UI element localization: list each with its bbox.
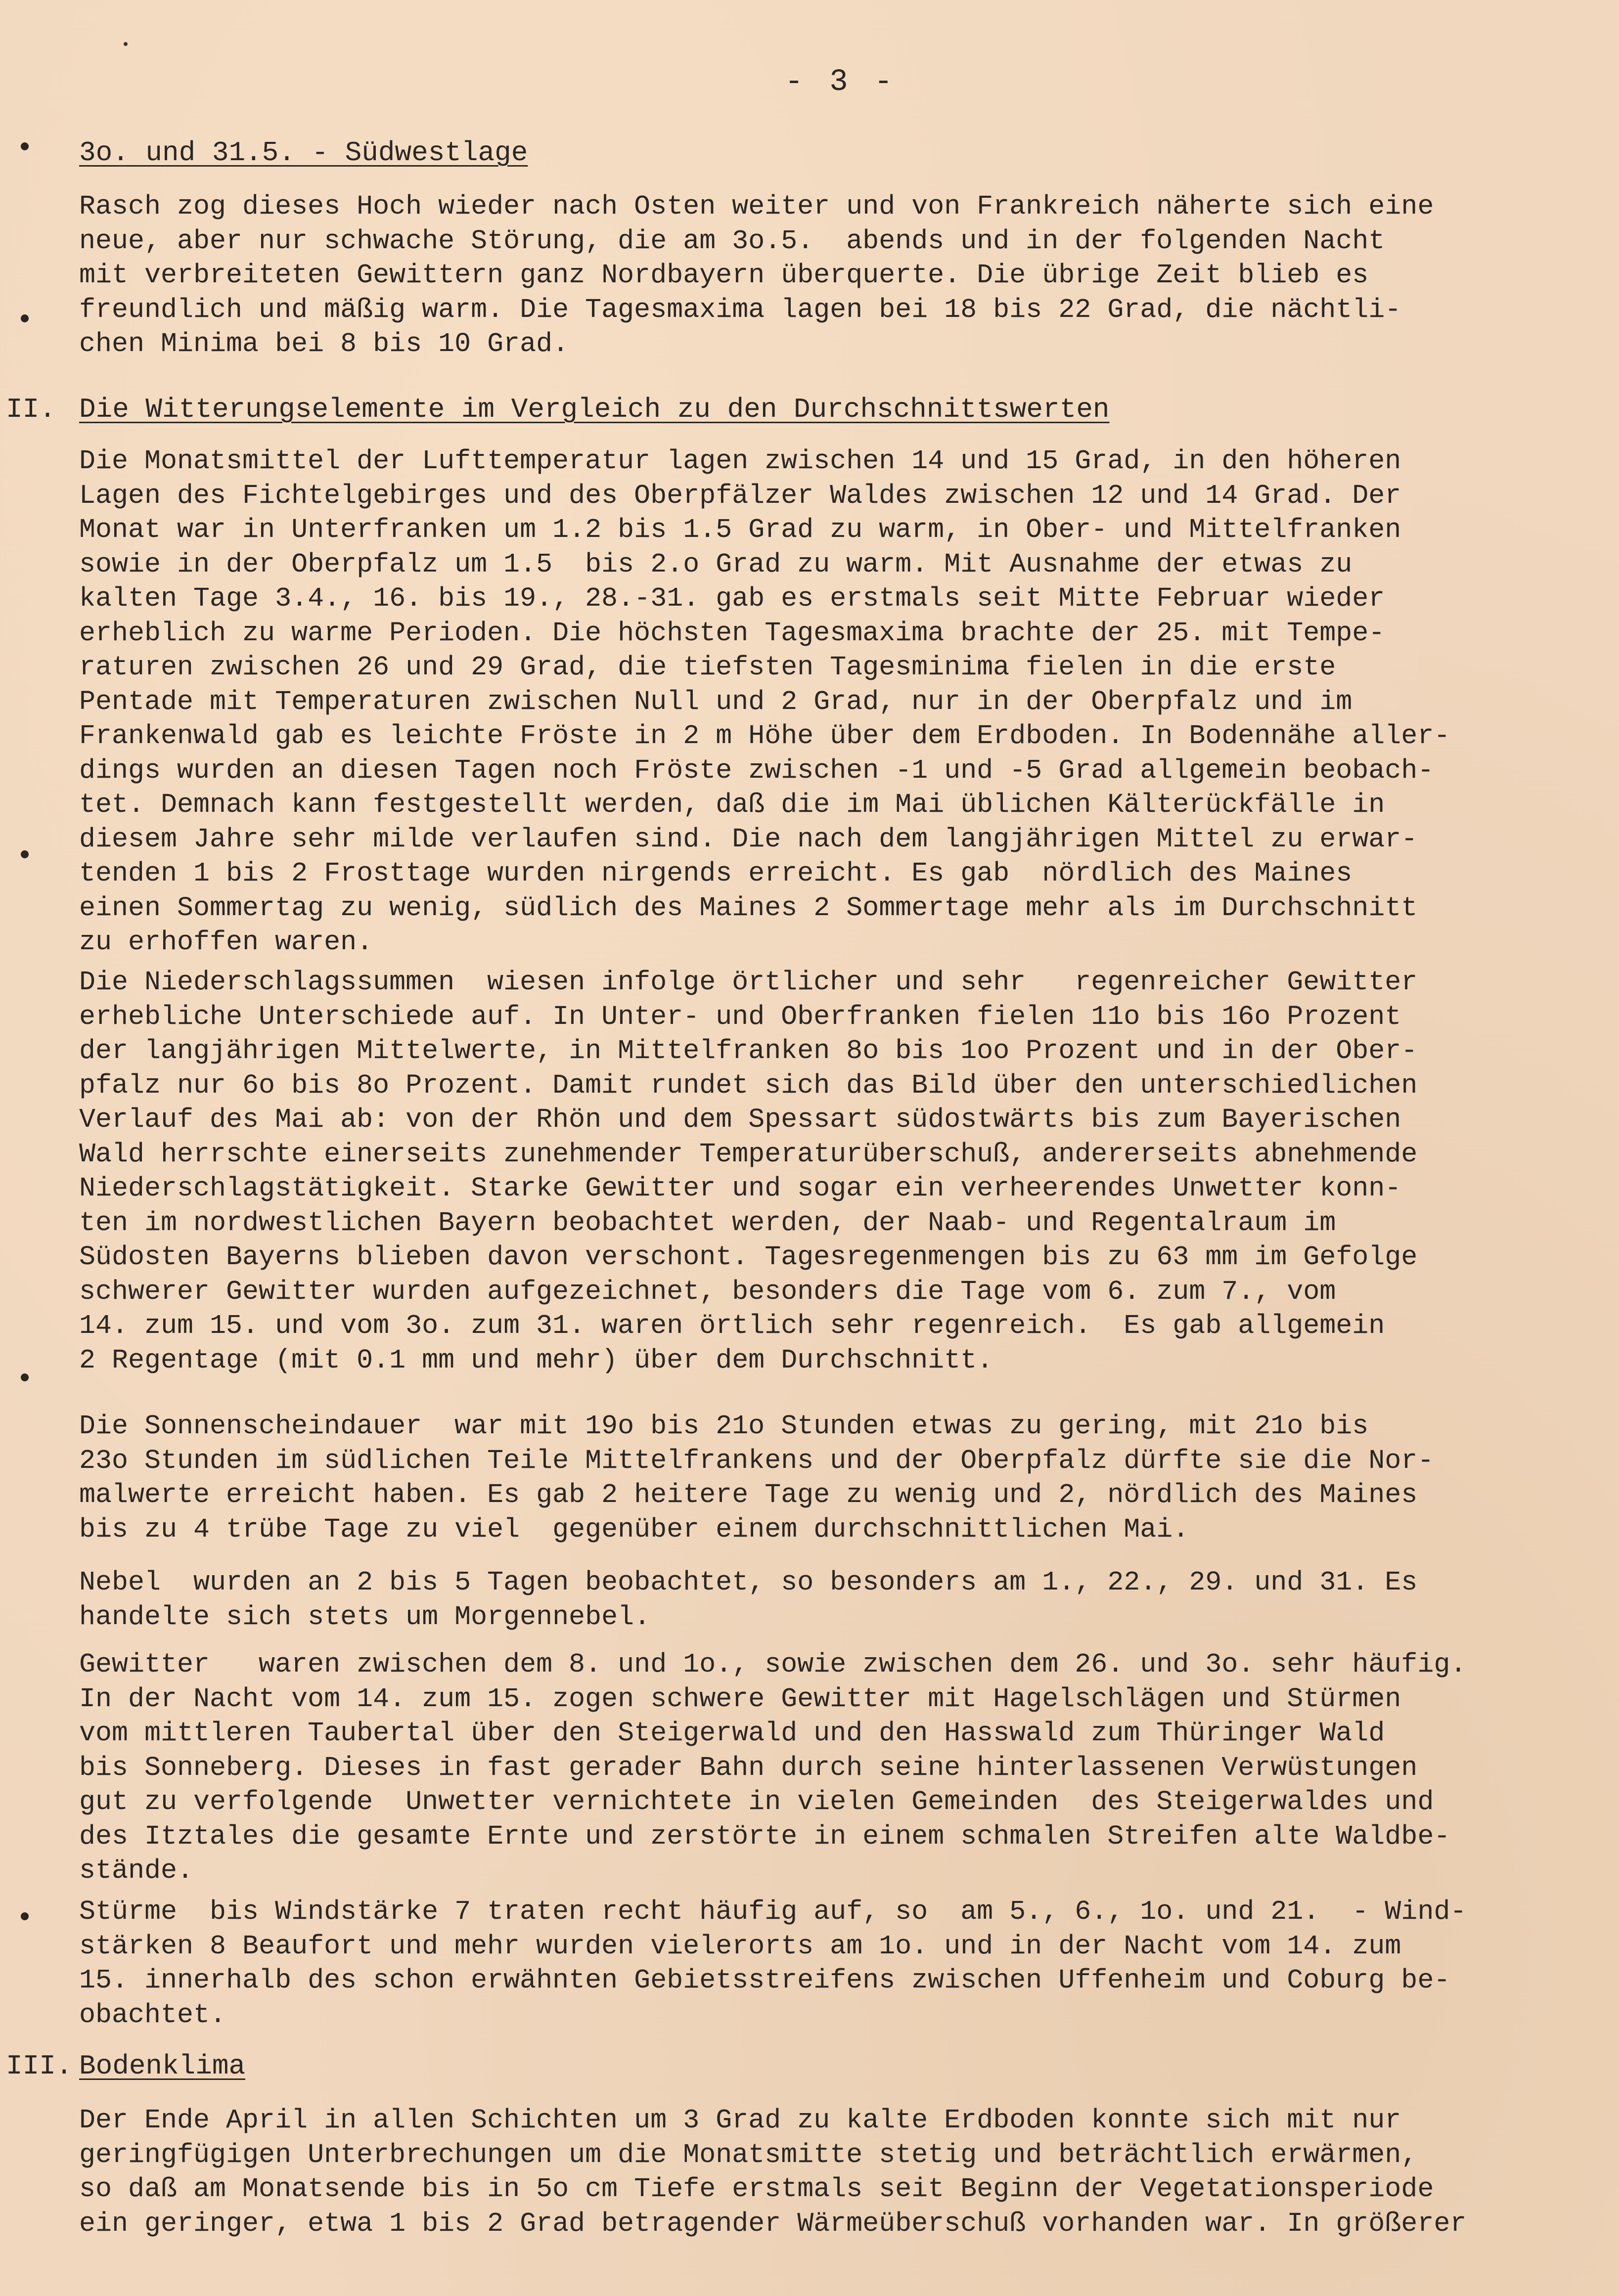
text-line: Die Sonnenscheindauer war mit 19o bis 21o Stunden etwas zu gering, mit 21o bis: [79, 1411, 1369, 1442]
text-line: vom mittleren Taubertal über den Steigerwald und den Hasswald zum Thüringer Wald: [79, 1718, 1385, 1749]
text-line: 23o Stunden im südlichen Teile Mittelfrankens und der Oberpfalz dürfte sie die Nor-: [79, 1445, 1434, 1476]
text-line: obachtet.: [79, 1999, 226, 2031]
text-line: tet. Demnach kann festgestellt werden, daß die im Mai üblichen Kälterückfälle in: [79, 789, 1385, 820]
text-line: schwerer Gewitter wurden aufgezeichnet, besonders die Tage vom 6. zum 7., vom: [79, 1276, 1336, 1307]
ink-speck: [124, 42, 128, 46]
paragraph-sonnenschein: [79, 1409, 1592, 1546]
text-line: so daß am Monatsende bis in 5o cm Tiefe erstmals seit Beginn der Vegetationsperiode: [79, 2173, 1434, 2205]
paragraph-gewitter: [79, 1647, 1592, 1888]
text-line: 15. innerhalb des schon erwähnten Gebietsstreifens zwischen Uffenheim und Coburg be-: [79, 1965, 1450, 1996]
margin-dot-icon: [21, 142, 29, 150]
text-line: kalten Tage 3.4., 16. bis 19., 28.-31. gab es erstmals seit Mitte Februar wieder: [79, 583, 1385, 614]
section-number: II.: [6, 394, 56, 425]
margin-dot-icon: [21, 850, 29, 858]
text-line: ein geringer, etwa 1 bis 2 Grad betragender Wärmeüberschuß vorhanden war. In größerer: [79, 2208, 1467, 2239]
text-line: tenden 1 bis 2 Frosttage wurden nirgends erreicht. Es gab nördlich des Maines: [79, 858, 1352, 889]
text-line: Frankenwald gab es leichte Fröste in 2 m Höhe über dem Erdboden. In Bodennähe aller-: [79, 720, 1450, 751]
text-line: raturen zwischen 26 und 29 Grad, die tiefsten Tagesminima fielen in die erste: [79, 652, 1336, 683]
text-line: Die Monatsmittel der Lufttemperatur lagen zwischen 14 und 15 Grad, in den höheren: [79, 445, 1401, 477]
paragraph-stuerme: [79, 1895, 1592, 2032]
text-line: Pentade mit Temperaturen zwischen Null und 2 Grad, nur in der Oberpfalz und im: [79, 686, 1352, 717]
margin-dot-icon: [21, 1373, 29, 1381]
text-line: stärken 8 Beaufort und mehr wurden vielerorts am 1o. und in der Nacht vom 14. zum: [79, 1930, 1401, 1962]
paragraph-bodenklima: [79, 2103, 1592, 2241]
text-line: erheblich zu warme Perioden. Die höchsten Tagesmaxima brachte der 25. mit Tempe-: [79, 617, 1385, 649]
text-line: handelte sich stets um Morgennebel.: [79, 1601, 651, 1633]
paragraph-niederschlag: [79, 965, 1592, 1377]
text-line: Die Niederschlagssummen wiesen infolge örtlicher und sehr regenreicher Gewitter: [79, 967, 1418, 998]
text-line: Wald herrschte einerseits zunehmender Temperaturüberschuß, andererseits abnehmende: [79, 1138, 1418, 1170]
text-line: mit verbreiteten Gewittern ganz Nordbayern überquerte. Die übrige Zeit blieb es: [79, 260, 1369, 291]
section-number: III.: [6, 2050, 73, 2082]
paragraph-nebel: [79, 1565, 1592, 1634]
text-line: Nebel wurden an 2 bis 5 Tagen beobachtet, so besonders am 1., 22., 29. und 31. Es: [79, 1567, 1418, 1598]
text-line: einen Sommertag zu wenig, südlich des Maines 2 Sommertage mehr als im Durchschnitt: [79, 892, 1418, 924]
text-line: diesem Jahre sehr milde verlaufen sind. Die nach dem langjährigen Mittel zu erwar-: [79, 823, 1418, 855]
text-line: Lagen des Fichtelgebirges und des Oberpfälzer Waldes zwischen 12 und 14 Grad. Der: [79, 480, 1401, 511]
text-line: neue, aber nur schwache Störung, die am 3o.5. abends und in der folgenden Nacht: [79, 225, 1385, 257]
paragraph-suedwestlage: [79, 189, 1592, 361]
text-line: malwerte erreicht haben. Es gab 2 heitere Tage zu wenig und 2, nördlich des Maines: [79, 1479, 1418, 1510]
section-heading-suedwestlage: 3o. und 31.5. - Südwestlage: [79, 137, 528, 169]
page-number: - 3 -: [784, 64, 897, 99]
text-line: zu erhoffen waren.: [79, 927, 373, 958]
section-heading-witterungselemente: Die Witterungselemente im Vergleich zu den Durchschnittswerten: [79, 394, 1110, 425]
text-line: Rasch zog dieses Hoch wieder nach Osten weiter und von Frankreich näherte sich eine: [79, 191, 1434, 222]
text-line: der langjährigen Mittelwerte, in Mittelfranken 8o bis 1oo Prozent und in der Ober-: [79, 1035, 1418, 1066]
text-line: erhebliche Unterschiede auf. In Unter- und Oberfranken fielen 11o bis 16o Prozent: [79, 1001, 1401, 1032]
text-line: Verlauf des Mai ab: von der Rhön und dem Spessart südostwärts bis zum Bayerischen: [79, 1104, 1401, 1135]
text-line: Gewitter waren zwischen dem 8. und 1o., sowie zwischen dem 26. und 3o. sehr häufig.: [79, 1649, 1467, 1680]
margin-dot-icon: [21, 314, 29, 322]
text-line: stände.: [79, 1855, 194, 1886]
text-line: Stürme bis Windstärke 7 traten recht häufig auf, so am 5., 6., 1o. und 21. - Wind-: [79, 1896, 1467, 1927]
text-line: geringfügigen Unterbrechungen um die Monatsmitte stetig und beträchtlich erwärmen,: [79, 2139, 1418, 2170]
text-line: gut zu verfolgende Unwetter vernichtete in vielen Gemeinden des Steigerwaldes und: [79, 1786, 1434, 1817]
text-line: Südosten Bayerns blieben davon verschont. Tagesregenmengen bis zu 63 mm im Gefolge: [79, 1241, 1418, 1273]
text-line: bis Sonneberg. Dieses in fast gerader Bahn durch seine hinterlassenen Verwüstungen: [79, 1752, 1418, 1783]
text-line: pfalz nur 6o bis 8o Prozent. Damit rundet sich das Bild über den unterschiedlichen: [79, 1069, 1418, 1101]
text-line: In der Nacht vom 14. zum 15. zogen schwere Gewitter mit Hagelschlägen und Stürmen: [79, 1683, 1401, 1715]
paragraph-lufttemperatur: [79, 444, 1592, 960]
text-line: 2 Regentage (mit 0.1 mm und mehr) über dem Durchschnitt.: [79, 1344, 993, 1376]
margin-dot-icon: [21, 1912, 29, 1920]
text-line: freundlich und mäßig warm. Die Tagesmaxima lagen bei 18 bis 22 Grad, die nächtli-: [79, 294, 1401, 325]
text-line: chen Minima bei 8 bis 10 Grad.: [79, 328, 569, 359]
section-heading-bodenklima: Bodenklima: [79, 2050, 246, 2082]
text-line: 14. zum 15. und vom 3o. zum 31. waren örtlich sehr regenreich. Es gab allgemein: [79, 1310, 1385, 1341]
text-line: ten im nordwestlichen Bayern beobachtet werden, der Naab- und Regentalraum im: [79, 1207, 1336, 1238]
text-line: Monat war in Unterfranken um 1.2 bis 1.5 Grad zu warm, in Ober- und Mittelfranken: [79, 514, 1401, 545]
text-line: sowie in der Oberpfalz um 1.5 bis 2.o Grad zu warm. Mit Ausnahme der etwas zu: [79, 548, 1352, 580]
text-line: des Itztales die gesamte Ernte und zerstörte in einem schmalen Streifen alte Waldbe-: [79, 1820, 1450, 1852]
text-line: Der Ende April in allen Schichten um 3 Grad zu kalte Erdboden konnte sich mit nur: [79, 2105, 1401, 2136]
text-line: bis zu 4 trübe Tage zu viel gegenüber einem durchschnittlichen Mai.: [79, 1513, 1189, 1545]
text-line: Niederschlagstätigkeit. Starke Gewitter und sogar ein verheerendes Unwetter konn-: [79, 1173, 1401, 1204]
text-line: dings wurden an diesen Tagen noch Fröste zwischen -1 und -5 Grad allgemein beobach-: [79, 754, 1434, 786]
